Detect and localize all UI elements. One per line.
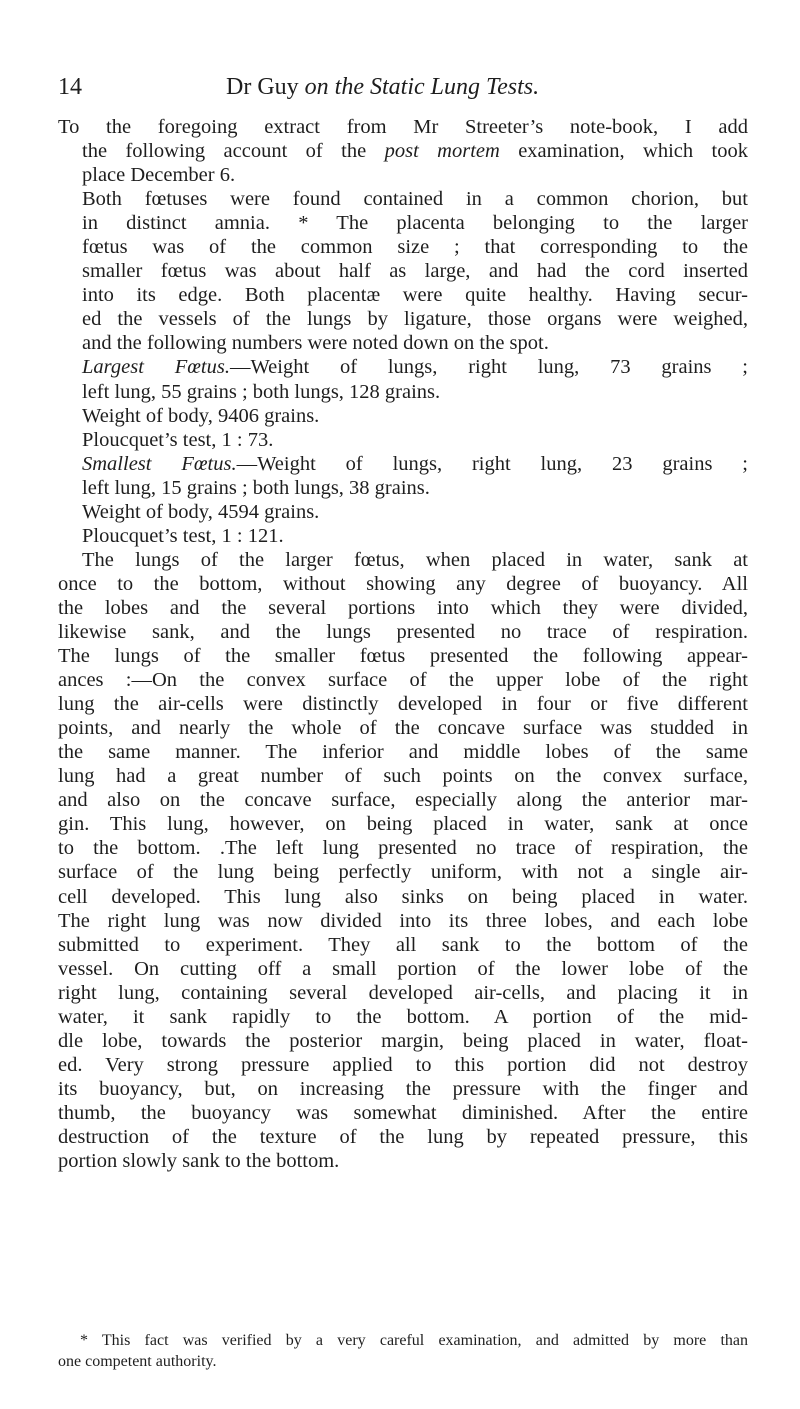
text-line: vessel. On cutting off a small portion of the lower lobe of the <box>58 957 748 980</box>
text-line: and also on the concave surface, especially along the anterior mar- <box>58 789 748 812</box>
text-line: ances :—On the convex surface of the upper lobe of the right <box>58 669 748 692</box>
text-line: gin. This lung, however, on being placed in water, sank at once <box>58 813 748 836</box>
text-line: ed. Very strong pressure applied to this portion did not destroy <box>58 1053 748 1076</box>
running-title-subject: on the Static Lung Tests. <box>304 74 540 100</box>
text-line: water, it sank rapidly to the bottom. A portion of the mid- <box>58 1005 748 1028</box>
text-line: smaller fœtus was about half as large, and had the cord inserted <box>82 260 748 283</box>
text-line: Largest Fœtus.—Weight of lungs, right lung, 73 grains ; <box>82 356 749 379</box>
text-line: and the following numbers were noted down on the spot. <box>82 332 549 355</box>
text-line: its buoyancy, but, on increasing the pressure with the finger and <box>58 1077 748 1100</box>
text-line: The lungs of the larger fœtus, when placed in water, sank at <box>82 548 748 571</box>
text-line: cell developed. This lung also sinks on being placed in water. <box>58 885 748 908</box>
text-line: The right lung was now divided into its three lobes, and each lobe <box>58 909 748 932</box>
text-line: in distinct amnia. * The placenta belonging to the larger <box>82 212 748 235</box>
text-line: the following account of the post mortem examination, which took <box>82 140 748 163</box>
text-line: The lungs of the smaller fœtus presented the following appear- <box>58 645 748 668</box>
text-line: right lung, containing several developed air-cells, and placing it in <box>58 981 748 1004</box>
text-line: lung the air-cells were distinctly developed in four or five different <box>58 693 748 716</box>
footnote <box>58 1330 748 1372</box>
running-title <box>226 72 539 102</box>
text-line: likewise sank, and the lungs presented no trace of respiration. <box>58 620 748 643</box>
page-number: 14 <box>58 74 82 100</box>
running-title-author: Dr Guy <box>226 74 299 100</box>
body-text <box>58 115 748 1173</box>
text-line: the same manner. The inferior and middle lobes of the same <box>58 741 748 764</box>
text-line: lung had a great number of such points on the convex surface, <box>58 765 748 788</box>
text-line: To the foregoing extract from Mr Streeter’s note-book, I add <box>58 116 748 138</box>
text-line: points, and nearly the whole of the concave surface was studded in <box>58 717 748 740</box>
text-line: ed the vessels of the lungs by ligature, those organs were weighed, <box>82 308 748 331</box>
text-line: once to the bottom, without showing any degree of buoyancy. All <box>58 572 748 595</box>
text-line: destruction of the texture of the lung by repeated pressure, this <box>58 1125 748 1148</box>
text-line: Ploucquet’s test, 1 : 73. <box>82 428 274 451</box>
text-line: portion slowly sank to the bottom. <box>58 1150 340 1173</box>
text-line: Smallest Fœtus.—Weight of lungs, right lung, 23 grains ; <box>82 452 748 475</box>
text-line: fœtus was of the common size ; that corresponding to the <box>82 236 748 259</box>
footnote-line: * This fact was verified by a very careful examination, and admitted by more than <box>80 1332 748 1349</box>
text-line: Both fœtuses were found contained in a common chorion, but <box>82 188 748 211</box>
text-line: place December 6. <box>82 164 236 187</box>
text-line: to the bottom. .The left lung presented no trace of respiration, the <box>58 837 748 860</box>
text-line: thumb, the buoyancy was somewhat diminished. After the entire <box>58 1101 748 1124</box>
text-line: into its edge. Both placentæ were quite healthy. Having secur- <box>82 284 748 307</box>
text-line: dle lobe, towards the posterior margin, being placed in water, float- <box>58 1029 748 1052</box>
footnote-line: one competent authority. <box>58 1353 217 1370</box>
text-line: left lung, 55 grains ; both lungs, 128 grains. <box>82 380 441 403</box>
text-line: Weight of body, 4594 grains. <box>82 500 320 523</box>
text-line: surface of the lung being perfectly uniform, with not a single air- <box>58 861 748 884</box>
text-line: the lobes and the several portions into which they were divided, <box>58 596 748 619</box>
running-header <box>58 72 748 112</box>
text-line: Ploucquet’s test, 1 : 121. <box>82 524 284 547</box>
text-line: Weight of body, 9406 grains. <box>82 404 320 427</box>
text-line: submitted to experiment. They all sank to the bottom of the <box>58 933 748 956</box>
text-line: left lung, 15 grains ; both lungs, 38 grains. <box>82 476 430 499</box>
